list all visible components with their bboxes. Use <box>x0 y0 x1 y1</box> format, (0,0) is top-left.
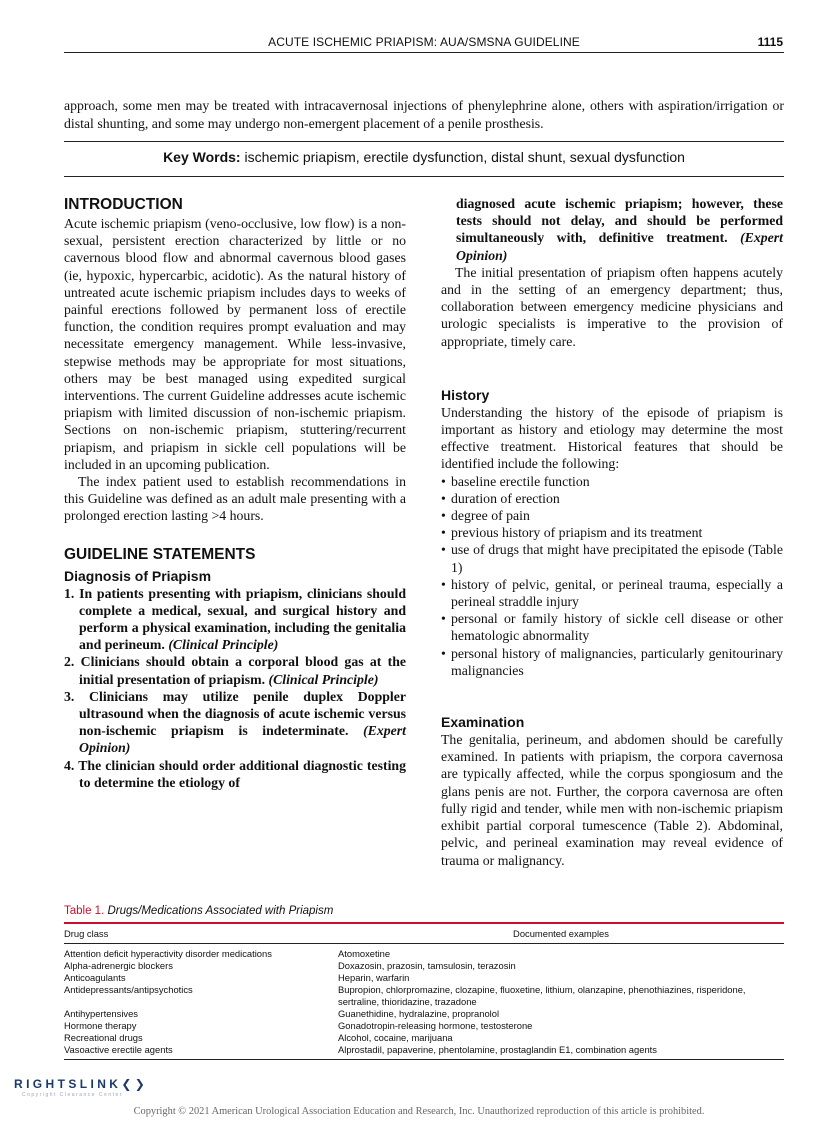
abstract-tail: approach, some men may be treated with intracavernosal injections of phenylephrine alone, others with aspiration/irrigation or distal shunting, and some may undergo non-emergent placement of a penile prosthesis. <box>64 98 784 131</box>
rightslink-mark-icon: ❮❯ <box>121 1077 149 1091</box>
statement-list <box>64 585 406 791</box>
table-row <box>64 972 784 984</box>
statement-text: Clinicians may utilize penile duplex Doppler ultrasound when the diagnosis of acute ischemic versus non-ischemic priapism is indeterminate. <box>79 688 407 739</box>
examples-cell: Alprostadil, papaverine, phentolamine, prostaglandin E1, combination agents <box>338 1044 784 1060</box>
emergency-paragraph: The initial presentation of priapism often happens acutely and in the setting of an emergency department; thus, collaboration between emergency medicine physicians and urologic specialists is imperative to the provision of appropriate, timely care. <box>441 264 783 349</box>
table-row <box>64 984 784 1008</box>
introduction-heading: INTRODUCTION <box>64 196 183 213</box>
history-item: • use of drugs that might have precipitated the episode (Table 1) <box>441 541 783 575</box>
history-item: • history of pelvic, genital, or perineal trauma, especially a perineal straddle injury <box>441 576 783 610</box>
table-header-row <box>64 923 784 944</box>
copyright-notice: Copyright © 2021 American Urological Association Education and Research, Inc. Unauthorized reproduction of this article is prohibited. <box>133 1106 705 1117</box>
examples-cell: Guanethidine, hydralazine, propranolol <box>338 1008 500 1019</box>
history-item: • personal history of malignancies, particularly genitourinary malignancies <box>441 645 783 679</box>
examples-cell: Atomoxetine <box>338 948 391 959</box>
table-row <box>64 944 784 961</box>
statement-number: 3. <box>64 688 75 704</box>
drug-class-cell: Antihypertensives <box>64 1008 138 1019</box>
drug-class-cell: Antidepressants/antipsychotics <box>64 984 193 995</box>
examples-cell: Bupropion, chlorpromazine, clozapine, fluoxetine, lithium, olanzapine, phenothiazines, risperidone, sertraline, thioridazine, trazadone <box>338 984 746 1007</box>
guideline-statements-heading: GUIDELINE STATEMENTS <box>64 545 256 563</box>
table-row <box>64 1020 784 1032</box>
statement-1 <box>64 585 406 654</box>
history-item: • duration of erection <box>441 490 783 507</box>
left-column <box>64 195 406 791</box>
statement-number: 1. <box>64 585 75 601</box>
history-item: • baseline erectile function <box>441 473 783 490</box>
table-row <box>64 1044 784 1060</box>
statement-4-grade: (Expert Opinion) <box>456 230 783 263</box>
drug-class-cell: Anticoagulants <box>64 972 126 983</box>
examples-cell: Gonadotropin-releasing hormone, testosterone <box>338 1020 533 1031</box>
right-column <box>441 195 783 869</box>
column-header-examples: Documented examples <box>338 923 784 944</box>
rightslink-logo <box>14 1077 148 1091</box>
column-header-drug-class: Drug class <box>64 923 338 944</box>
drug-class-cell: Recreational drugs <box>64 1032 143 1043</box>
diagnosis-subheading: Diagnosis of Priapism <box>64 567 212 584</box>
examination-heading: Examination <box>441 714 525 731</box>
page-number: 1115 <box>757 35 783 49</box>
statement-number: 4. <box>64 757 75 773</box>
examples-cell: Doxazosin, prazosin, tamsulosin, terazosin <box>338 960 516 971</box>
rightslink-subtext: Copyright Clearance Center <box>22 1092 123 1098</box>
history-heading: History <box>441 386 490 403</box>
table-caption <box>64 905 333 917</box>
keywords-label: Key Words: <box>163 149 241 165</box>
drug-class-cell: Attention deficit hyperactivity disorder medications <box>64 948 272 959</box>
statement-grade: (Clinical Principle) <box>168 637 279 653</box>
running-title: ACUTE ISCHEMIC PRIAPISM: AUA/SMSNA GUIDELINE <box>268 35 580 49</box>
statement-2 <box>64 653 406 687</box>
statement-text: In patients presenting with priapism, clinicians should complete a medical, sexual, and surgical history and perform a physical examination, including the genitalia and perineum. <box>79 585 407 653</box>
statement-4-continued-text: diagnosed acute ischemic priapism; however, these tests should not delay, and should be performed simultaneously with, definitive treatment. <box>456 196 783 246</box>
drugs-table <box>64 922 784 1060</box>
drug-class-cell: Hormone therapy <box>64 1020 137 1031</box>
statement-text: The clinician should order additional diagnostic testing to determine the etiology of <box>78 757 407 790</box>
examples-cell: Alcohol, cocaine, marijuana <box>338 1032 453 1043</box>
table-label: Table 1. <box>64 905 105 917</box>
introduction-paragraph-1: Acute ischemic priapism (veno-occlusive, low flow) is a non-sexual, persistent erection characterized by little or no cavernous blood flow and abnormal cavernous blood gases (ie, hypoxic, hypercarbic, acidotic). As the natural history of untreated acute ischemic priapism includes days to weeks of painful erections followed by permanent loss of erectile function, the condition requires prompt evaluation and may necessitate emergency management. While less-invasive, stepwise methods may be appropriate for most situations, others may be best managed using expedited surgical interventions. The current Guideline addresses acute ischemic priapism with limited discussion of non-ischemic priapism. Sections on non-ischemic priapism, stuttering/recurrent priapism, and priapism in sickle cell populations will be included in an upcoming publication. <box>64 216 406 472</box>
table-row <box>64 1032 784 1044</box>
introduction-paragraph-2: The index patient used to establish recommendations in this Guideline was defined as an adult male presenting with a prolonged erection lasting >4 hours. <box>64 474 406 524</box>
statement-grade: (Expert Opinion) <box>79 723 406 756</box>
keywords-text: ischemic priapism, erectile dysfunction, distal shunt, sexual dysfunction <box>244 149 685 165</box>
examples-cell: Heparin, warfarin <box>338 972 410 983</box>
statement-4 <box>64 757 406 791</box>
examination-text: The genitalia, perineum, and abdomen should be carefully examined. In patients with priapism, the corpora cavernosa are typically affected, while the corpus spongiosum and the glans penis are not. Further, the corpora cavernosa are often fully rigid and tender, while men with non-ischemic priapism exhibit partial corporal tumescence (Table 2). Abdominal, pelvic, and perineal examination may reveal evidence of trauma or malignancy. <box>441 732 783 868</box>
rightslink-logo-text: RIGHTSLINK <box>14 1077 122 1091</box>
history-intro: Understanding the history of the episode of priapism is important as history and etiology may determine the most effective treatment. Historical features that should be identified include the following: <box>441 404 783 472</box>
table-row <box>64 1008 784 1020</box>
statement-number: 2. <box>64 654 75 670</box>
header-divider <box>64 52 784 53</box>
keywords <box>64 149 784 165</box>
history-item: • previous history of priapism and its treatment <box>441 524 783 541</box>
history-item: • personal or family history of sickle cell disease or other hematologic abnormality <box>441 610 783 644</box>
keywords-divider-top <box>64 141 784 142</box>
statement-text: Clinicians should obtain a corporal blood gas at the initial presentation of priapism. <box>79 654 406 687</box>
statement-grade: (Clinical Principle) <box>268 671 379 687</box>
history-list <box>441 473 783 679</box>
drug-class-cell: Alpha-adrenergic blockers <box>64 960 173 971</box>
drug-class-cell: Vasoactive erectile agents <box>64 1044 338 1060</box>
statement-3 <box>64 688 406 757</box>
statement-4-continued <box>441 195 783 264</box>
history-item: • degree of pain <box>441 507 783 524</box>
table-row <box>64 960 784 972</box>
table-title: Drugs/Medications Associated with Priapism <box>107 905 334 917</box>
keywords-divider-bottom <box>64 176 784 177</box>
